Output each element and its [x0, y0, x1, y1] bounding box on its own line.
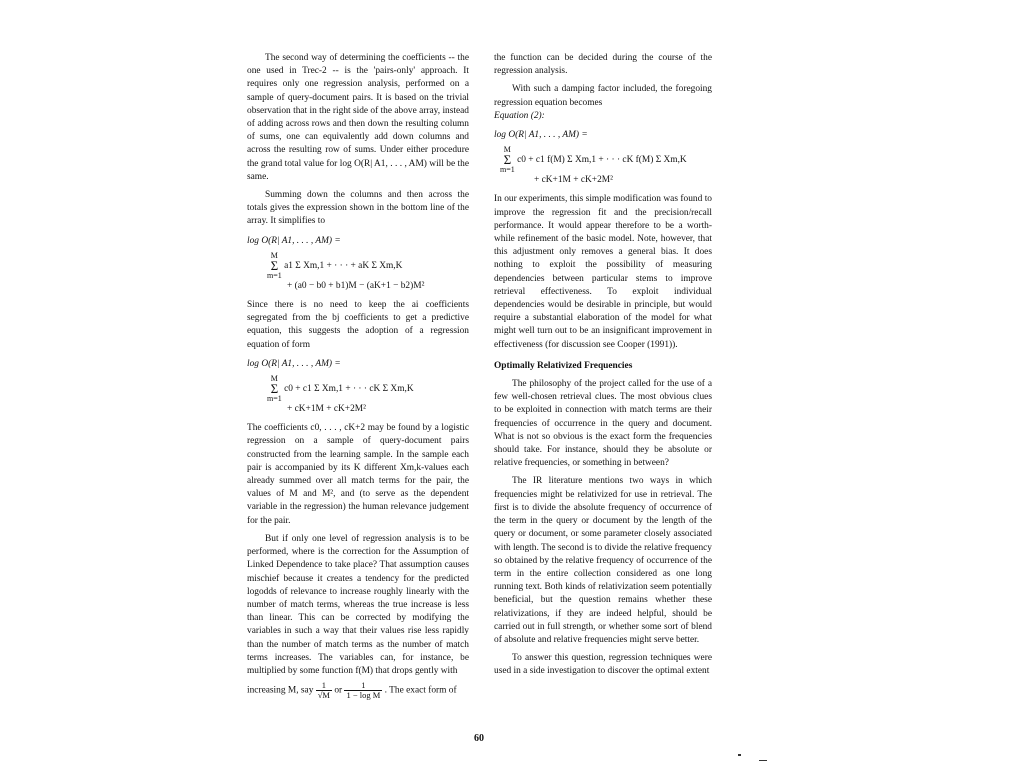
left-column: [247, 52, 469, 700]
page-number: 60: [474, 733, 484, 744]
equation-3-line-2: + cK+1M + cK+2M²: [534, 175, 613, 186]
right-paragraph-6: To answer this question, regression techniques were used in a side investigation to discover the optimal extent: [494, 653, 712, 677]
sum-symbol: M Σ m=1: [267, 374, 282, 404]
section-heading: Optimally Relativized Frequencies: [494, 360, 633, 371]
equation-1: [247, 235, 469, 293]
left-paragraph-2: Summing down the columns and then across the totals gives the expression shown in the bottom line of the array. It simplifies to: [247, 190, 469, 227]
left-paragraph-3: Since there is no need to keep the ai coefficients segregated from the bj coefficients to get a predictive equation, this suggests the adoption of a regression equation of form: [247, 300, 469, 350]
equation-2-line-2: + cK+1M + cK+2M²: [287, 404, 366, 415]
right-column: [494, 52, 712, 679]
fraction-2: $\frac{1}{\text{1 − log M}}$: [346, 680, 381, 701]
right-paragraph-3: In our experiments, this simple modification was found to improve the regression fit and the precision/recall performance. It would appear therefore to be a worth-while refinement of the basic model. Note, however, that this adjustment only removes a general bias. It does nothing to exploit the possibility of measuring dependencies between particular stems to improve retrieval effectiveness. To exploit individual dependencies would be desirable in principle, but would require a substantial elaboration of the model for what might well turn out to be an insignificant improvement in effectiveness (for discussion see Cooper (1991)).: [494, 194, 712, 350]
equation-3-line-1: M Σ m=1 c0 + c1 f(M) Σ Xm,1 + · · · cK f(M) Σ Xm,K: [500, 145, 687, 175]
sum-symbol: M Σ m=1: [500, 145, 515, 175]
right-paragraph-4: The philosophy of the project called for the use of a few well-chosen retrieval clues. The most obvious clues to be exploited in connection with match terms are their frequencies of occurrence in the query and document. What is not so obvious is the exact form the frequencies should take. For instance, should they be absolute or relative frequencies, or something in between?: [494, 379, 712, 469]
left-paragraph-4: The coefficients c0, . . . , cK+2 may be found by a logistic regression on a sample of query-document pairs constructed from the learning sample. In the sample each pair is accompanied by its K different Xm,k-values each already summed over all match terms for the pair, the values of M and M², and (to serve as the dependent variable in the regression) the human relevance judgement for the pair.: [247, 423, 469, 526]
sum-symbol: M Σ m=1: [267, 250, 282, 280]
equation-1-line-2: + (a0 − b0 + b1)M − (aK+1 − b2)M²: [287, 280, 425, 291]
right-paragraph-2: With such a damping factor included, the foregoing regression equation becomes: [494, 84, 712, 108]
equation-3-lhs: log O(R| A1, . . . , AM) =: [494, 130, 588, 141]
equation-1-line-1: M Σ m=1 a1 Σ Xm,1 + · · · + aK Σ Xm,K: [267, 250, 403, 280]
scan-mark: [738, 754, 741, 756]
equation-2-line-1: M Σ m=1 c0 + c1 Σ Xm,1 + · · · cK Σ Xm,K: [267, 374, 414, 404]
right-paragraph-1: the function can be decided during the course of the regression analysis.: [494, 53, 712, 77]
fraction-1: $\frac{1}{√M}$: [317, 680, 330, 701]
scan-mark: [759, 760, 767, 761]
right-paragraph-5: The IR literature mentions two ways in which frequencies might be relativized for use in retrieval. The first is to divide the absolute frequency of occurrence of the term in the query or document by the length of the query or document, or some parameter closely associated with length. The second is to divide the relative frequency so obtained by the relative frequency of occurrence of the term in the entire collection considered as one long running text. Both kinds of relativization seem potentially beneficial, but the question remains whether these relativizations, if they are indeed helpful, should be carried out in full strength, or whether some sort of blend of absolute and relative frequencies might serve better.: [494, 476, 712, 645]
left-paragraph-5-last-line: increasing M, say $\frac{1}{√M}$ or $\frac{1}{\text{1 − log M}}$ . The exact form of: [247, 680, 457, 701]
equation-1-lhs: log O(R| A1, . . . , AM) =: [247, 235, 341, 246]
equation-label: Equation (2):: [494, 110, 545, 121]
equation-2: [247, 358, 469, 416]
equation-3: [494, 129, 712, 187]
left-paragraph-1: The second way of determining the coefficients -- the one used in Trec-2 -- is the 'pairs-only' approach. It requires only one regression analysis, performed on a sample of query-document pairs. It is based on the trivial observation that in the right side of the above array, instead of adding across rows and then down the resulting column of sums, one can equivalently add down columns and across the resulting row of sums. Under either procedure the grand total value for log O(R| A1, . . . , AM) will be the same.: [247, 53, 469, 182]
left-paragraph-5: But if only one level of regression analysis is to be performed, where is the correction for the Assumption of Linked Dependence to take place? That assumption causes mischief because it creates a tendency for the predicted logodds of relevance to increase roughly linearly with the number of match terms, whereas the true increase is less than linear. This can be corrected by modifying the variables in such a way that their values rise less rapidly than the number of match terms as the number of match terms increases. The variables can, for instance, be multiplied by some function f(M) that drops gently with: [247, 533, 469, 676]
equation-2-lhs: log O(R| A1, . . . , AM) =: [247, 358, 341, 369]
